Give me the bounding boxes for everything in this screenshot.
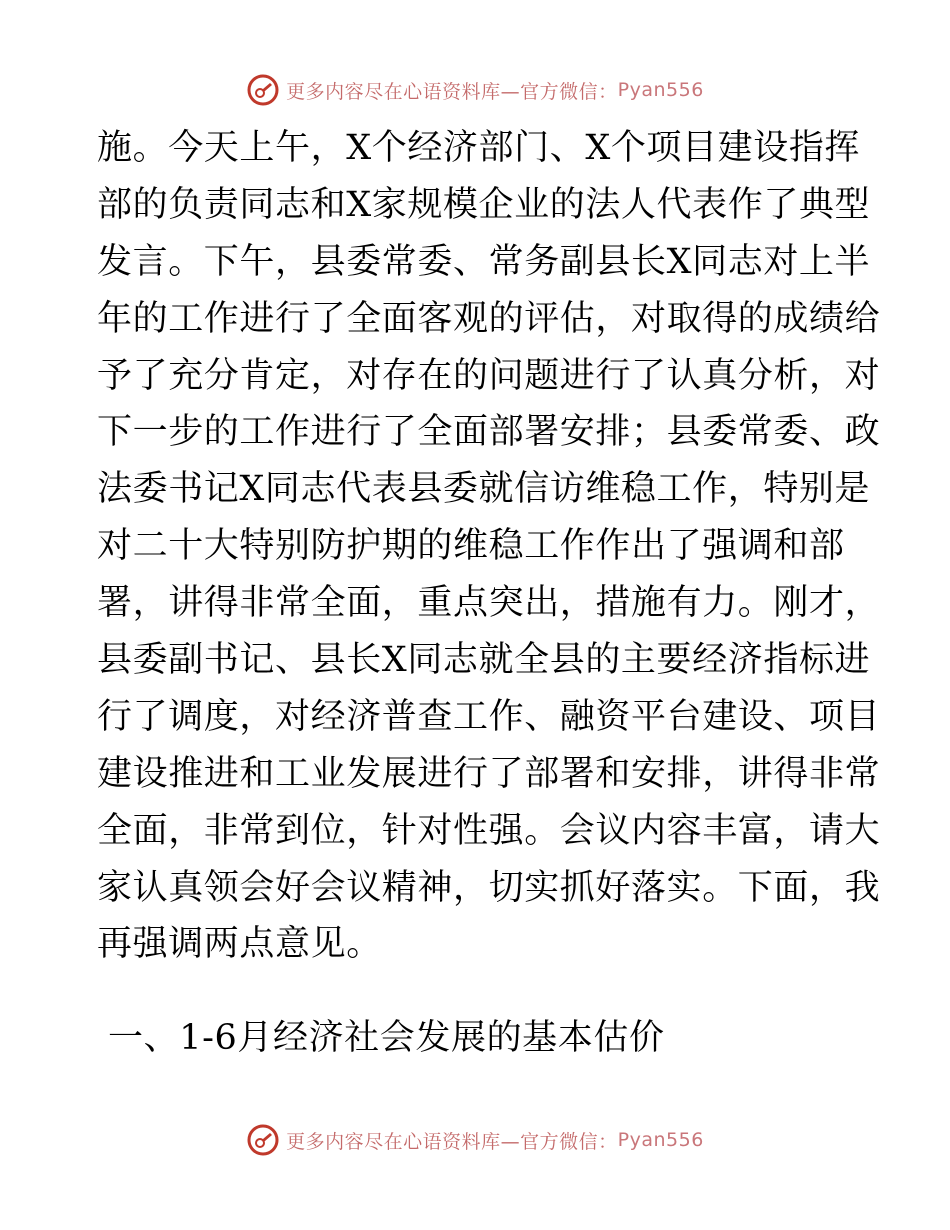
body-line: 部的负责同志和X家规模企业的法人代表作了典型 — [97, 184, 871, 225]
watermark-logo-icon — [246, 73, 280, 107]
watermark-wechat-id: Pyan556 — [617, 79, 704, 101]
body-line: 法委书记X同志代表县委就信访维稳工作，特别是 — [97, 469, 871, 510]
header-watermark — [0, 70, 950, 110]
watermark-text: 更多内容尽在心语资料库—官方微信： — [286, 80, 618, 103]
body-line: 年的工作进行了全面客观的评估，对取得的成绩给 — [97, 298, 881, 339]
watermark-wechat-id: Pyan556 — [617, 1129, 704, 1151]
body-line: 行了调度，对经济普查工作、融资平台建设、项目 — [97, 696, 881, 737]
body-line: 建设推进和工业发展进行了部署和安排，讲得非常 — [97, 753, 881, 794]
watermark-logo-icon — [246, 1123, 280, 1157]
body-line: 全面，非常到位，针对性强。会议内容丰富，请大 — [97, 810, 881, 851]
footer-watermark — [0, 1120, 950, 1160]
watermark-text: 更多内容尽在心语资料库—官方微信： — [286, 1130, 618, 1153]
body-line: 再强调两点意见。 — [97, 924, 382, 965]
body-line: 施。今天上午，X个经济部门、X个项目建设指挥 — [97, 128, 861, 168]
body-line: 家认真领会好会议精神，切实抓好落实。下面，我 — [97, 867, 881, 908]
body-line: 予了充分肯定，对存在的问题进行了认真分析，对 — [97, 355, 881, 396]
document-body — [97, 120, 881, 973]
body-line: 发言。下午，县委常委、常务副县长X同志对上半 — [97, 241, 871, 282]
section-heading: 一、1-6月经济社会发展的基本估价 — [108, 1018, 665, 1058]
body-line: 县委副书记、县长X同志就全县的主要经济指标进 — [97, 640, 871, 681]
body-line: 对二十大特别防护期的维稳工作作出了强调和部 — [97, 526, 845, 567]
body-line: 署，讲得非常全面，重点突出，措施有力。刚才， — [97, 583, 881, 624]
body-line: 下一步的工作进行了全面部署安排；县委常委、政 — [97, 412, 881, 453]
